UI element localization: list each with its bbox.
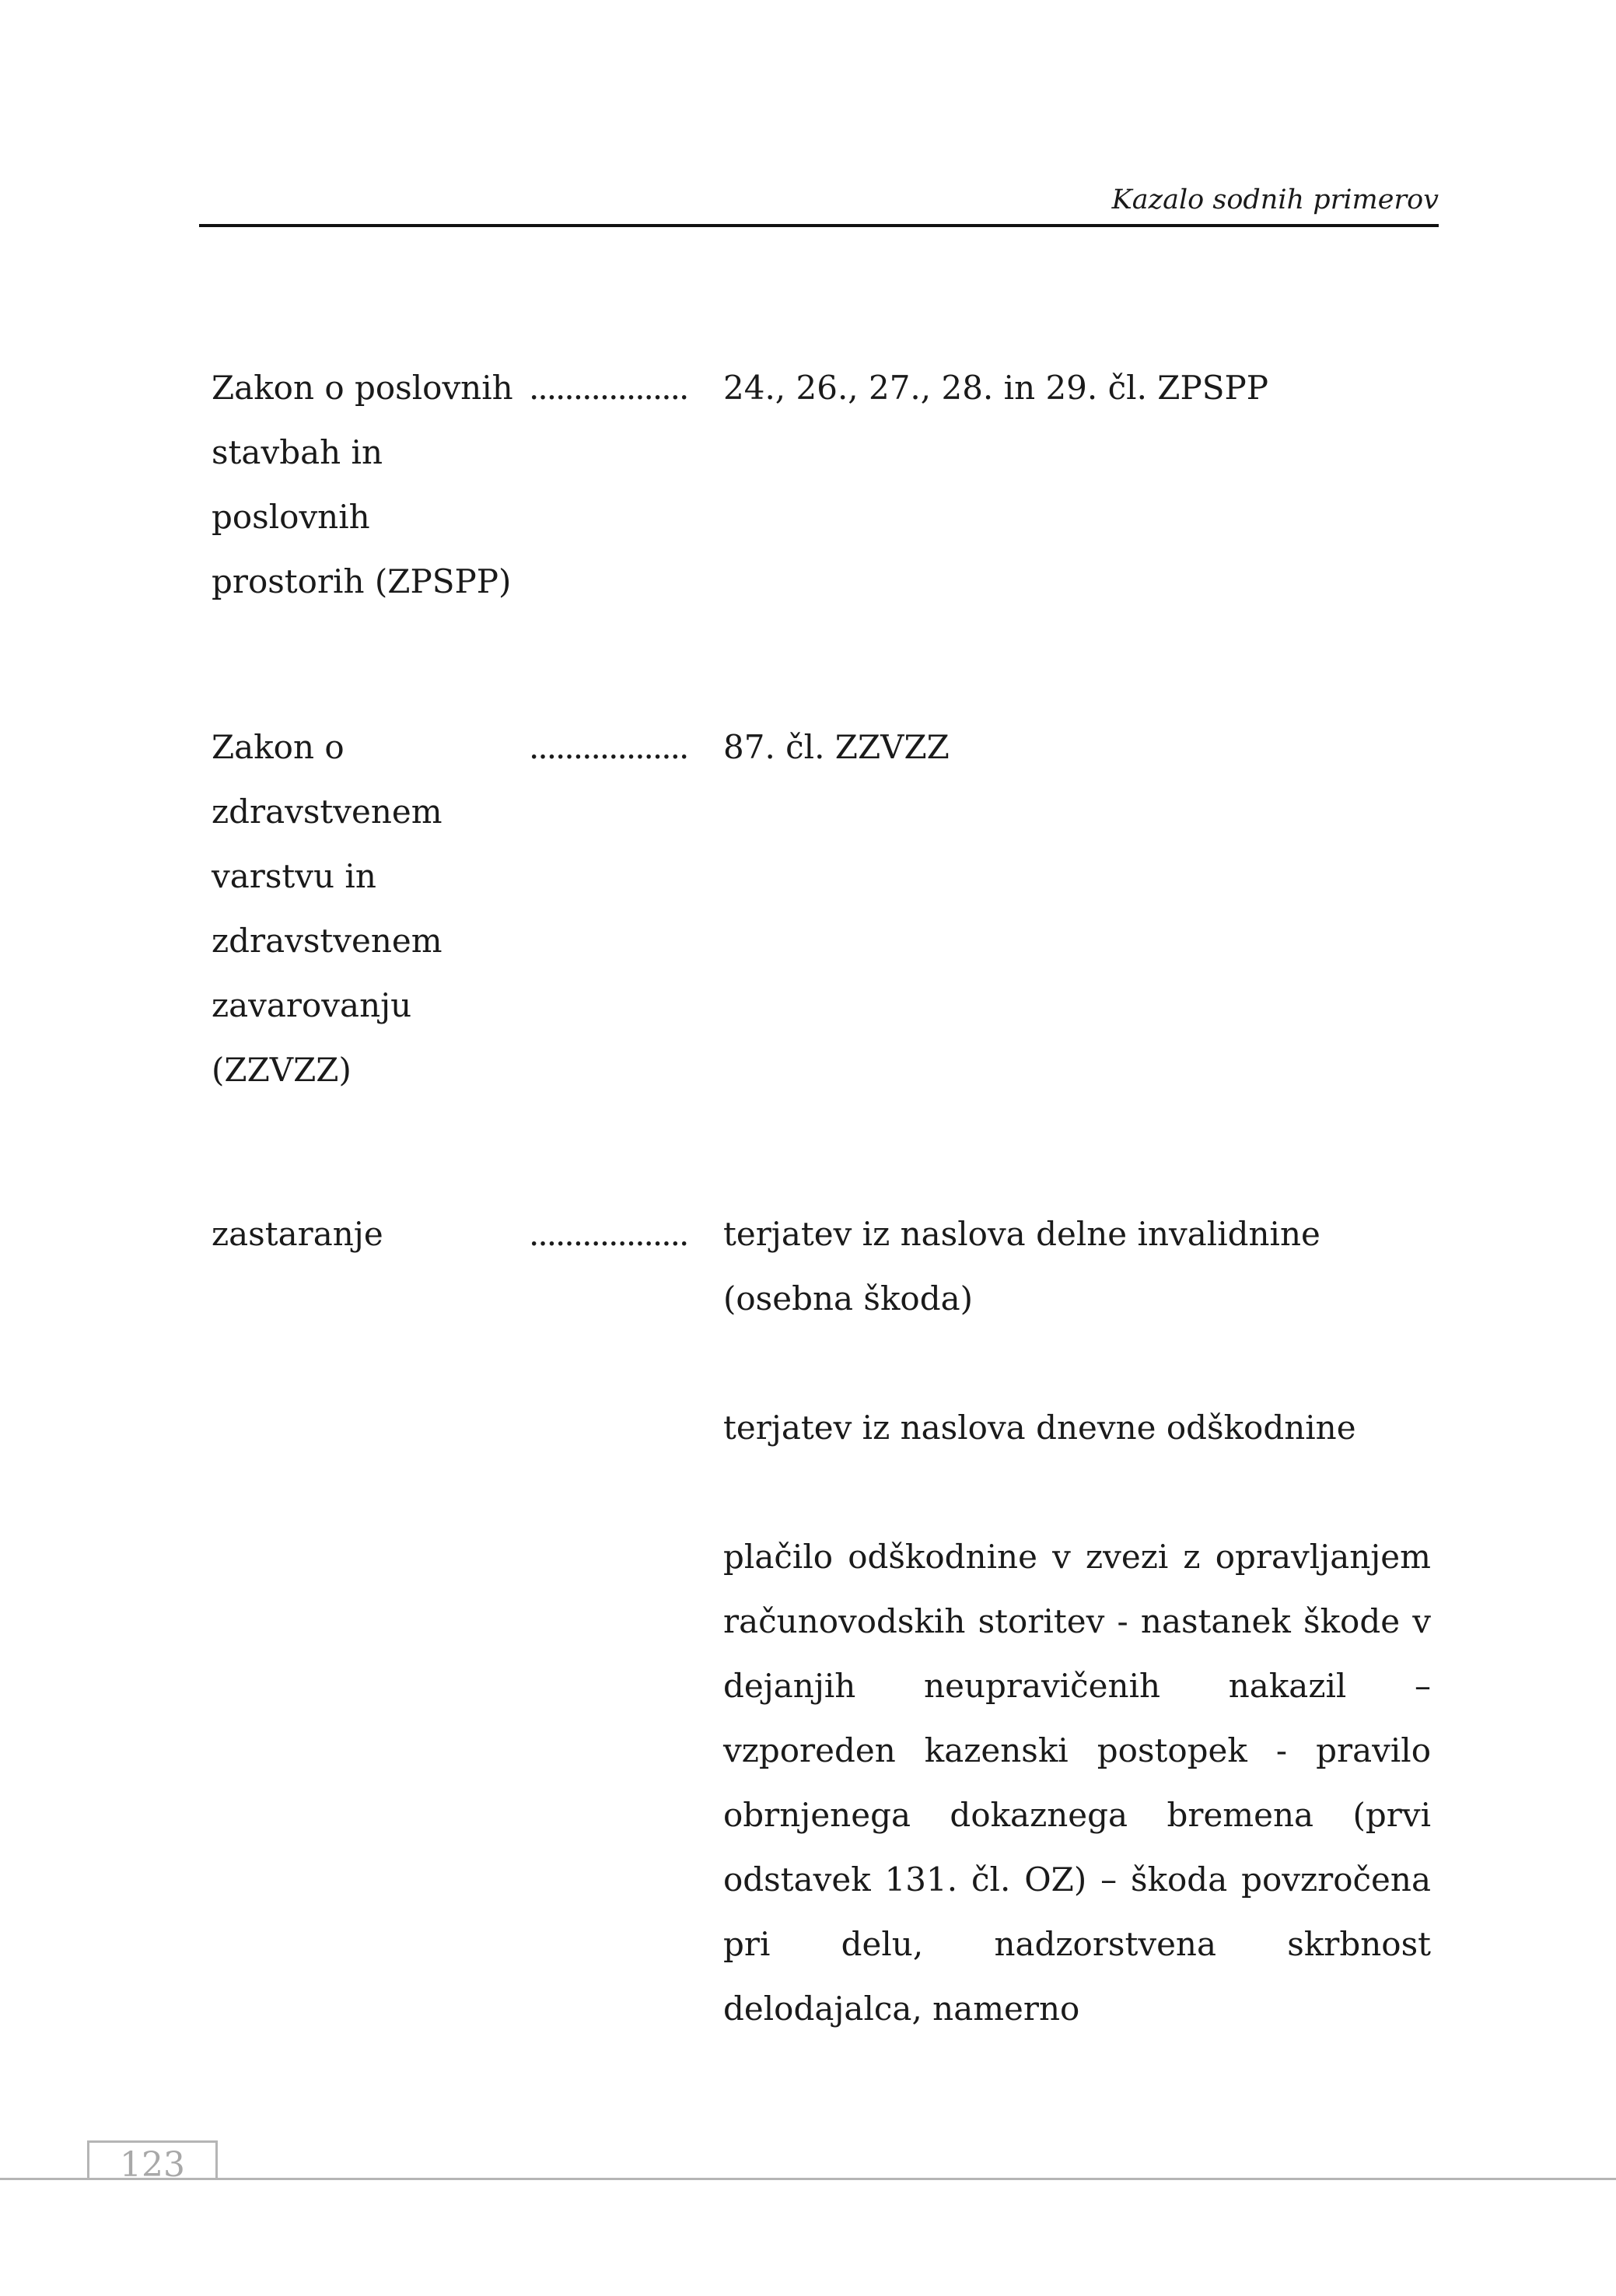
- index-reference: 87. čl. ZZVZZ: [723, 728, 950, 766]
- index-term-zastaranje: zastaranje: [212, 1215, 383, 1253]
- header-rule: [199, 224, 1439, 227]
- index-reference: 24., 26., 27., 28. in 29. čl. ZPSPP: [723, 369, 1268, 407]
- dot-leader: ..................: [529, 369, 688, 407]
- dot-leader: ..................: [529, 728, 688, 766]
- index-term-zzvzz: Zakon o zdravstvenem varstvu in zdravstvenem zavarovanju (ZZVZZ): [212, 728, 442, 1089]
- dot-leader: ..................: [529, 1215, 688, 1253]
- page-number: 123: [87, 2140, 218, 2178]
- index-reference: plačilo odškodnine v zvezi z opravljanjem računovodskih storitev - nastanek škode v dejanjih neupravičenih nakazil – vzporeden kazenski postopek - pravilo obrnjenega dokaznega bremena (prvi odstavek 131. čl. OZ) – škoda povzročena pri delu, nadzorstvena skrbnost delodajalca, namerno: [723, 1538, 1431, 2028]
- index-term-zpspp: Zakon o poslovnih stavbah in poslovnih prostorih (ZPSPP): [212, 369, 513, 600]
- running-header: Kazalo sodnih primerov: [1111, 184, 1439, 215]
- index-reference: terjatev iz naslova dnevne odškodnine: [723, 1409, 1356, 1447]
- index-reference: terjatev iz naslova delne invalidnine (osebna škoda): [723, 1215, 1320, 1318]
- footer-rule: [0, 2178, 1616, 2180]
